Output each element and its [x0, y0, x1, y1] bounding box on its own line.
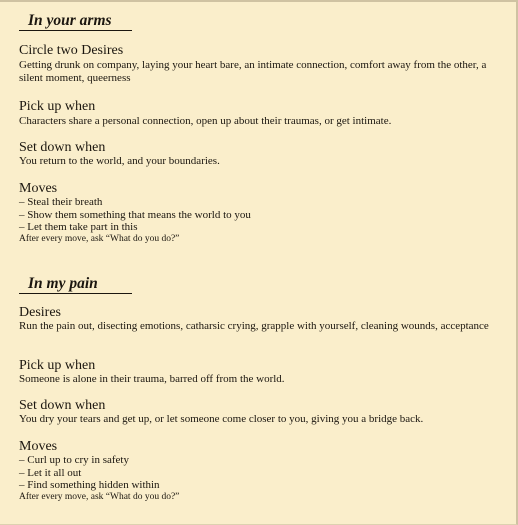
pickup-title: Pick up when: [19, 358, 96, 373]
desires-title: Circle two Desires: [19, 43, 124, 58]
desires-text: Run the pain out, disecting emotions, catharsic crying, grapple with yourself, cleaning wounds, acceptance: [19, 320, 489, 332]
setdown-text: You dry your tears and get up, or let someone come closer to you, giving you a bridge back.: [19, 413, 424, 425]
section-heading-in-my-pain: In my pain: [19, 275, 132, 294]
moves-title: Moves: [19, 439, 58, 454]
moves-title: Moves: [19, 181, 58, 196]
pickup-text: Someone is alone in their trauma, barred off from the world.: [19, 373, 285, 385]
move-item: – Let them take part in this: [19, 221, 138, 233]
move-item: – Curl up to cry in safety: [19, 454, 129, 466]
setdown-title: Set down when: [19, 398, 106, 413]
after-move-note: After every move, ask “What do you do?”: [19, 234, 180, 244]
move-item: – Show them something that means the world to you: [19, 208, 251, 221]
desires-text: Getting drunk on company, laying your heart bare, an intimate connection, comfort away from the other, a silent moment, queerness: [19, 59, 487, 84]
section-heading-in-your-arms: In your arms: [19, 12, 132, 31]
move-item: – Let it all out: [19, 466, 82, 479]
move-item: – Steal their breath: [19, 196, 103, 208]
setdown-text: You return to the world, and your boundaries.: [19, 155, 220, 167]
pickup-text: Characters share a personal connection, open up about their traumas, or get intimate.: [19, 115, 392, 127]
move-item: – Find something hidden within: [19, 479, 160, 491]
after-move-note: After every move, ask “What do you do?”: [19, 492, 180, 502]
pickup-title: Pick up when: [19, 99, 96, 114]
desires-title: Desires: [19, 305, 61, 320]
setdown-title: Set down when: [19, 140, 106, 155]
